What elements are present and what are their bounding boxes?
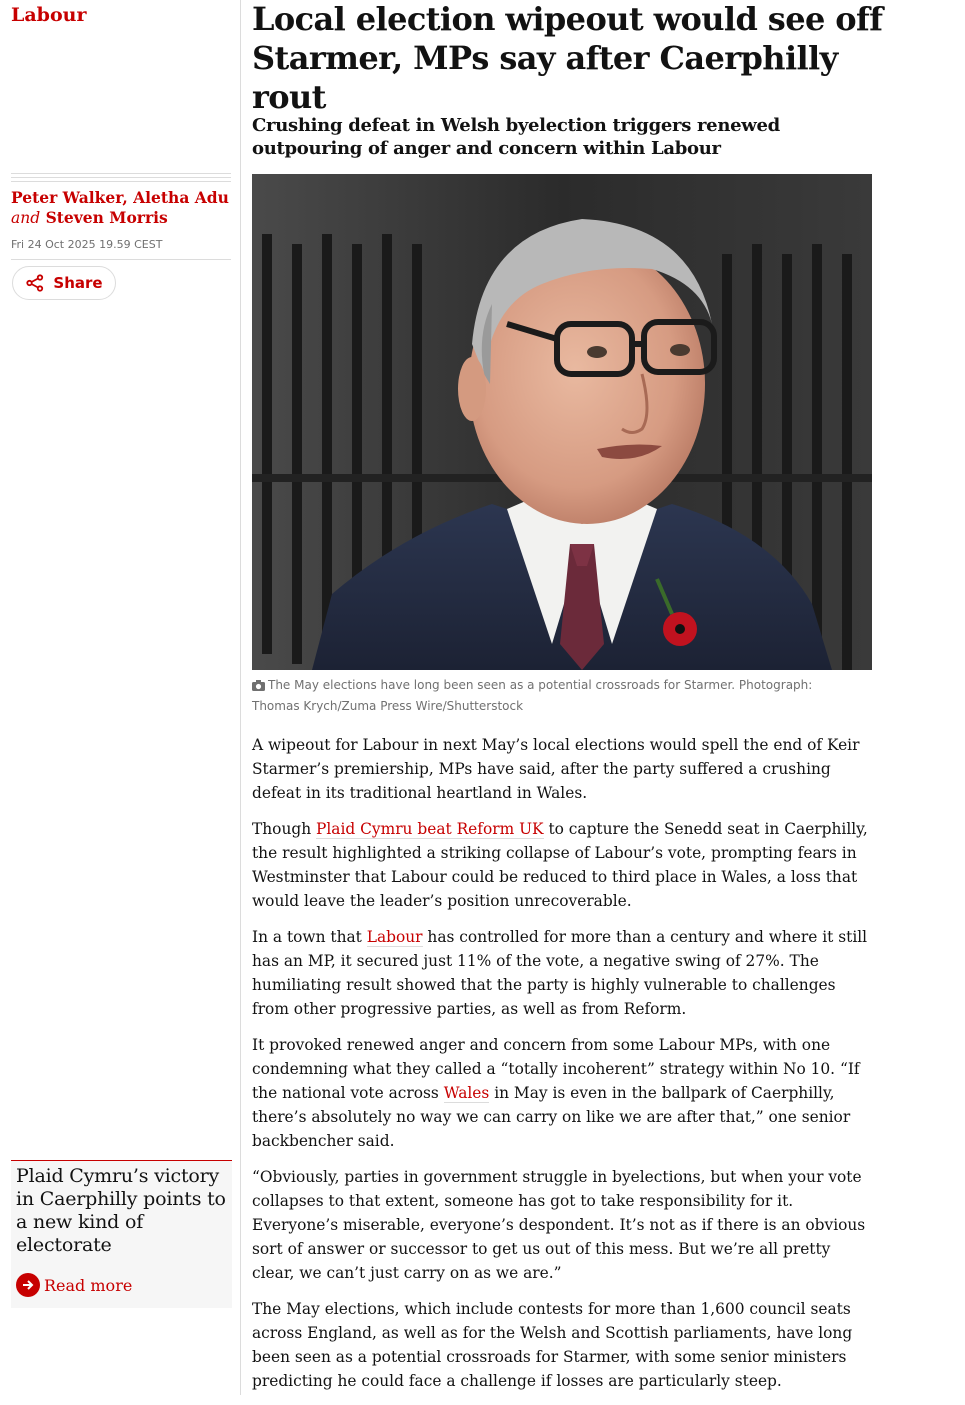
camera-icon [252,678,265,697]
paragraph-2 [252,817,877,913]
meta-divider [11,259,231,260]
article-standfirst: Crushing defeat in Welsh byelection triggers renewed outpouring of anger and concern within Labour [252,115,780,159]
paragraph-text: in May is even in the ballpark of Caerphilly, there’s absolutely no way we can carry on like we are after that,” one senior backbencher said. [252,1084,851,1150]
share-icon [25,273,45,293]
article-headline: Local election wipeout would see off Starmer, MPs say after Caerphilly rout [252,0,883,116]
author-link-peter-walker[interactable]: Peter Walker [11,188,123,207]
read-more-label: Read more [44,1275,133,1295]
article-meta-column [0,0,241,1395]
paragraph-1: A wipeout for Labour in next May’s local elections would spell the end of Keir Starmer’s premiership, MPs have said, after the party suffered a crushing defeat in its traditional heartland in Wales. [252,736,860,802]
read-more-link[interactable] [16,1273,132,1297]
article-main-photo[interactable] [252,174,872,670]
share-label: Share [53,274,103,292]
paragraph-text: In a town that [252,928,367,946]
photo-illustration [252,174,872,670]
photo-caption [252,676,862,716]
link-labour[interactable]: Labour [366,928,423,946]
byline-rules [11,173,231,185]
related-article-card[interactable] [11,1160,232,1308]
publish-date: Fri 24 Oct 2025 19.59 CEST [11,238,163,251]
byline-and: and [11,209,41,227]
paragraph-4 [252,1033,877,1153]
link-plaid-cymru-beat-reform[interactable]: Plaid Cymru beat Reform UK [316,820,544,838]
paragraph-text: has controlled for more than a century and where it still has an MP, it secured just 11% of the vote, a negative swing of 27%. The humiliating result showed that the party is highly vulnerable to challenges from other progressive parties, as well as from Reform. [252,928,868,1018]
byline-separator: , [122,188,134,207]
share-button[interactable] [12,266,116,300]
paragraph-text: to capture the Senedd seat in Caerphilly, the result highlighted a striking collapse of Labour’s vote, prompting fears in Westminster that Labour could be reduced to third place in Wales, a loss that would leave the leader’s position unrecoverable. [252,820,868,910]
author-link-aletha-adu[interactable]: Aletha Adu [133,188,229,207]
article-body [252,733,877,1405]
link-wales[interactable]: Wales [443,1084,490,1102]
paragraph-text: Though [252,820,317,838]
author-link-steven-morris[interactable]: Steven Morris [45,208,168,227]
arrow-right-icon [16,1273,40,1297]
paragraph-5: “Obviously, parties in government struggle in byelections, but when your vote collapses to that extent, someone has got to take responsibility for it. Everyone’s miserable, everyone’s despondent. It’s not as if there is an obvious sort of answer or successor to get us out of this mess. But we’re all pretty clear, we can’t just carry on as we are.” [252,1168,866,1282]
paragraph-3 [252,925,877,1021]
related-article-title[interactable]: Plaid Cymru’s victory in Caerphilly points to a new kind of electorate [16,1165,226,1256]
paragraph-text: It provoked renewed anger and concern from some Labour MPs, with one condemning what they called a “totally incoherent” strategy within No 10. “If the national vote across [252,1036,860,1102]
paragraph-6: The May elections, which include contests for more than 1,600 council seats across England, as well as for the Welsh and Scottish parliaments, have long been seen as a potential crossroads for Starmer, with some senior ministers predicting he could face a challenge if losses are particularly steep. [252,1300,853,1390]
section-link-labour[interactable]: Labour [11,4,87,26]
caption-text: The May elections have long been seen as a potential crossroads for Starmer. Photograph: Thomas Krych/Zuma Press Wire/Shutterstock [252,678,813,713]
byline [11,188,231,228]
